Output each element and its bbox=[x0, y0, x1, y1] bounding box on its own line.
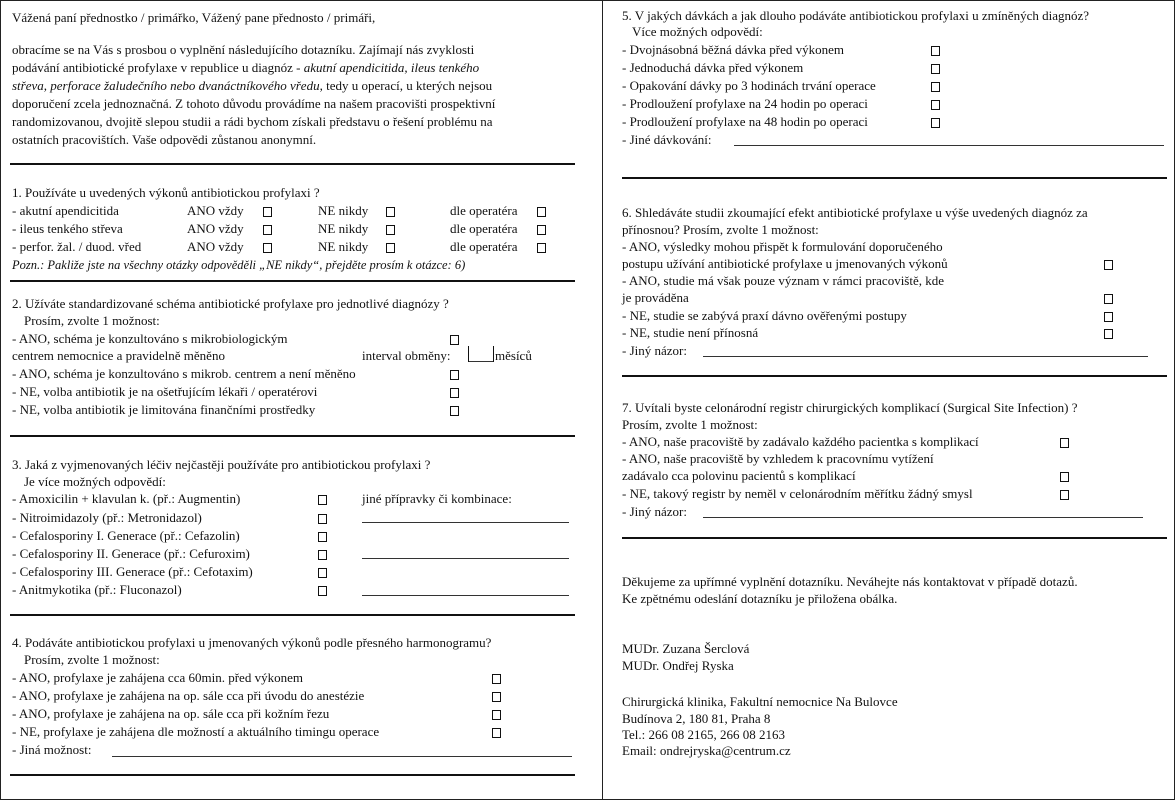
q5-option-checkbox[interactable] bbox=[931, 118, 940, 128]
q4-other-field[interactable] bbox=[112, 756, 572, 757]
q1-yes-label: ANO vždy bbox=[187, 203, 244, 218]
q6-option-label: - ANO, studie má však pouze význam v rámci pracoviště, kde bbox=[622, 273, 945, 288]
q6-option-label: postupu užívání antibiotické profylaxe u jmenovaných výkonů bbox=[622, 256, 948, 271]
q2-option-checkbox[interactable] bbox=[450, 370, 459, 380]
q1-surgeon-checkbox[interactable] bbox=[537, 207, 546, 217]
q3-other-field[interactable] bbox=[362, 522, 569, 523]
q2-title: 2. Užíváte standardizované schéma antibiotické profylaxe pro jednotlivé diagnózy ? bbox=[12, 296, 449, 311]
q5-hint: Více možných odpovědí: bbox=[632, 24, 763, 39]
section-divider bbox=[622, 177, 1167, 179]
q3-title: 3. Jaká z vyjmenovaných léčiv nejčastěji používáte pro antibiotickou profylaxi ? bbox=[12, 457, 431, 472]
intro-line: doporučení zcela jednoznačná. Z tohoto důvodu provádíme na našem pracovišti prospektivní bbox=[12, 96, 496, 111]
q1-row-label: - akutní apendicitida bbox=[12, 203, 119, 218]
q2-option-checkbox[interactable] bbox=[450, 406, 459, 416]
section-divider bbox=[10, 163, 575, 165]
section-divider bbox=[10, 280, 575, 282]
author-name: MUDr. Zuzana Šerclová bbox=[622, 641, 750, 656]
q1-row-label: - ileus tenkého střeva bbox=[12, 221, 123, 236]
q3-option-label: - Nitroimidazoly (př.: Metronidazol) bbox=[12, 510, 202, 525]
q2-hint: Prosím, zvolte 1 možnost: bbox=[24, 313, 160, 328]
q7-other-label: - Jiný názor: bbox=[622, 504, 687, 519]
author-name: MUDr. Ondřej Ryska bbox=[622, 658, 734, 673]
thanks-line: Ke zpětnému odeslání dotazníku je přiložena obálka. bbox=[622, 591, 898, 606]
q5-option-label: - Jednoduchá dávka před výkonem bbox=[622, 60, 804, 75]
intro-line: střeva, perforace žaludečního nebo dvanáctníkového vředu, tedy u operací, u kterých nejsou bbox=[12, 78, 493, 93]
q3-option-checkbox[interactable] bbox=[318, 586, 327, 596]
q4-option-label: - ANO, profylaxe je zahájena cca 60min. před výkonem bbox=[12, 670, 303, 685]
q5-other-label: - Jiné dávkování: bbox=[622, 132, 712, 147]
q2-option-label: centrem nemocnice a pravidelně měněno bbox=[12, 348, 225, 363]
q3-other-field[interactable] bbox=[362, 558, 569, 559]
q2-option-label: - ANO, schéma je konzultováno s mikrob. centrem a není měněno bbox=[12, 366, 356, 381]
q2-option-label: - NE, volba antibiotik je limitována finančními prostředky bbox=[12, 402, 316, 417]
q4-option-checkbox[interactable] bbox=[492, 728, 501, 738]
q3-option-label: - Anitmykotika (př.: Fluconazol) bbox=[12, 582, 182, 597]
q1-yes-label: ANO vždy bbox=[187, 221, 244, 236]
q7-option-label: - ANO, naše pracoviště by vzhledem k pracovnímu vytížení bbox=[622, 451, 934, 466]
q1-yes-label: ANO vždy bbox=[187, 239, 244, 254]
q6-title-cont: přínosnou? Prosím, zvolte 1 možnost: bbox=[622, 222, 819, 237]
q5-title: 5. V jakých dávkách a jak dlouho podáváte antibiotickou profylaxi u zmíněných diagnóz? bbox=[622, 8, 1090, 23]
q6-option-label: - NE, studie se zabývá praxí dávno ověřenými postupy bbox=[622, 308, 907, 323]
section-divider bbox=[10, 435, 575, 437]
q3-hint: Je více možných odpovědí: bbox=[24, 474, 166, 489]
q1-surgeon-checkbox[interactable] bbox=[537, 243, 546, 253]
q5-option-checkbox[interactable] bbox=[931, 82, 940, 92]
q3-option-label: - Cefalosporiny I. Generace (př.: Cefazolin) bbox=[12, 528, 240, 543]
q6-other-label: - Jiný názor: bbox=[622, 343, 687, 358]
q4-hint: Prosím, zvolte 1 možnost: bbox=[24, 652, 160, 667]
q2-option-label: - NE, volba antibiotik je na ošetřujícím lékaři / operatérovi bbox=[12, 384, 318, 399]
thanks-line: Děkujeme za upřímné vyplnění dotazníku. Neváhejte nás kontaktovat v případě dotazů. bbox=[622, 574, 1078, 589]
q2-option-checkbox[interactable] bbox=[450, 388, 459, 398]
q7-option-label: - ANO, naše pracoviště by zadávalo každého pacientka s komplikací bbox=[622, 434, 979, 449]
q3-option-checkbox[interactable] bbox=[318, 532, 327, 542]
section-divider bbox=[10, 774, 575, 776]
q5-option-label: - Dvojnásobná běžná dávka před výkonem bbox=[622, 42, 845, 57]
q3-option-checkbox[interactable] bbox=[318, 514, 327, 524]
q7-other-field[interactable] bbox=[703, 517, 1143, 518]
q7-option-checkbox[interactable] bbox=[1060, 438, 1069, 448]
q1-surgeon-checkbox[interactable] bbox=[537, 225, 546, 235]
q1-no-checkbox[interactable] bbox=[386, 207, 395, 217]
q1-surgeon-label: dle operatéra bbox=[450, 239, 518, 254]
q1-no-label: NE nikdy bbox=[318, 203, 369, 218]
q3-other-label: jiné přípravky či kombinace: bbox=[362, 491, 512, 506]
q1-no-label: NE nikdy bbox=[318, 221, 369, 236]
q3-option-label: - Amoxicilin + klavulan k. (př.: Augmentin) bbox=[12, 491, 241, 506]
q1-no-label: NE nikdy bbox=[318, 239, 369, 254]
q1-note: Pozn.: Pakliže jste na všechny otázky odpověděli „NE nikdy“, přejděte prosím k otázce: 6) bbox=[12, 258, 466, 272]
phone-line: Tel.: 266 08 2165, 266 08 2163 bbox=[622, 727, 786, 742]
q6-title: 6. Shledáváte studii zkoumající efekt antibiotické profylaxe u výše uvedených diagnóz za bbox=[622, 205, 1088, 220]
q3-option-checkbox[interactable] bbox=[318, 495, 327, 505]
q2-interval-field-right bbox=[493, 346, 494, 362]
q2-option-label: - ANO, schéma je konzultováno s mikrobiologickým bbox=[12, 331, 288, 346]
q6-option-checkbox[interactable] bbox=[1104, 294, 1113, 304]
q6-option-checkbox[interactable] bbox=[1104, 260, 1113, 270]
q2-interval-field[interactable] bbox=[469, 361, 493, 362]
q2-interval-unit: měsíců bbox=[495, 348, 532, 363]
q7-option-label: zadávalo cca polovinu pacientů s komplikací bbox=[622, 468, 856, 483]
q5-option-label: - Prodloužení profylaxe na 48 hodin po operaci bbox=[622, 114, 868, 129]
q4-option-checkbox[interactable] bbox=[492, 710, 501, 720]
q7-title: 7. Uvítali byste celonárodní registr chirurgických komplikací (Surgical Site Infection) ? bbox=[622, 400, 1078, 415]
intro-line: ostatních pracovištích. Vaše odpovědi zůstanou anonymní. bbox=[12, 132, 317, 147]
q5-option-label: - Opakování dávky po 3 hodinách trvání operace bbox=[622, 78, 876, 93]
q3-other-field[interactable] bbox=[362, 595, 569, 596]
q5-option-label: - Prodloužení profylaxe na 24 hodin po operaci bbox=[622, 96, 868, 111]
q4-option-label: - NE, profylaxe je zahájena dle možností a aktuálního timingu operace bbox=[12, 724, 380, 739]
q1-no-checkbox[interactable] bbox=[386, 243, 395, 253]
q6-option-label: - ANO, výsledky mohou přispět k formulování doporučeného bbox=[622, 239, 943, 254]
q1-yes-checkbox[interactable] bbox=[263, 243, 272, 253]
q1-surgeon-label: dle operatéra bbox=[450, 203, 518, 218]
q1-row-label: - perfor. žal. / duod. vřed bbox=[12, 239, 142, 254]
q7-option-checkbox[interactable] bbox=[1060, 472, 1069, 482]
q7-hint: Prosím, zvolte 1 možnost: bbox=[622, 417, 758, 432]
q5-other-field[interactable] bbox=[734, 145, 1164, 146]
q3-option-checkbox[interactable] bbox=[318, 550, 327, 560]
q1-yes-checkbox[interactable] bbox=[263, 207, 272, 217]
q5-option-checkbox[interactable] bbox=[931, 46, 940, 56]
column-divider bbox=[602, 0, 603, 800]
q6-option-label: - NE, studie není přínosná bbox=[622, 325, 759, 340]
q2-option-checkbox[interactable] bbox=[450, 335, 459, 345]
q1-no-checkbox[interactable] bbox=[386, 225, 395, 235]
q5-option-checkbox[interactable] bbox=[931, 100, 940, 110]
q4-other-label: - Jiná možnost: bbox=[12, 742, 92, 757]
q5-option-checkbox[interactable] bbox=[931, 64, 940, 74]
q4-option-label: - ANO, profylaxe je zahájena na op. sále cca při kožním řezu bbox=[12, 706, 330, 721]
section-divider bbox=[10, 614, 575, 616]
q3-option-checkbox[interactable] bbox=[318, 568, 327, 578]
q7-option-label: - NE, takový registr by neměl v celonárodním měřítku žádný smysl bbox=[622, 486, 973, 501]
q4-title: 4. Podáváte antibiotickou profylaxi u jmenovaných výkonů podle přesného harmonogramu? bbox=[12, 635, 492, 650]
q6-option-label: je prováděna bbox=[622, 290, 689, 305]
salutation: Vážená paní přednostko / primářko, Vážený pane přednosto / primáři, bbox=[12, 10, 376, 25]
intro-line: randomizovanou, dvojitě slepou studii a rádi bychom získali představu o řešení problému na bbox=[12, 114, 493, 129]
email-line: Email: ondrejryska@centrum.cz bbox=[622, 743, 791, 758]
q1-title: 1. Používáte u uvedených výkonů antibiotickou profylaxi ? bbox=[12, 185, 320, 200]
address-line: Budínova 2, 180 81, Praha 8 bbox=[622, 711, 771, 726]
q1-yes-checkbox[interactable] bbox=[263, 225, 272, 235]
q4-option-checkbox[interactable] bbox=[492, 692, 501, 702]
q1-surgeon-label: dle operatéra bbox=[450, 221, 518, 236]
q2-interval-field-left bbox=[468, 346, 469, 362]
q3-option-label: - Cefalosporiny II. Generace (př.: Cefuroxim) bbox=[12, 546, 250, 561]
q6-other-field[interactable] bbox=[703, 356, 1148, 357]
q4-option-checkbox[interactable] bbox=[492, 674, 501, 684]
intro-line: obracíme se na Vás s prosbou o vyplnění následujícího dotazníku. Zajímají nás zvyklosti bbox=[12, 42, 475, 57]
q3-option-label: - Cefalosporiny III. Generace (př.: Cefotaxim) bbox=[12, 564, 253, 579]
intro-line: podávání antibiotické profylaxe v republice u diagnóz - akutní apendicitida, ileus tenkého bbox=[12, 60, 480, 75]
q4-option-label: - ANO, profylaxe je zahájena na op. sále cca při úvodu do anestézie bbox=[12, 688, 365, 703]
q6-option-checkbox[interactable] bbox=[1104, 329, 1113, 339]
section-divider bbox=[622, 537, 1167, 539]
q7-option-checkbox[interactable] bbox=[1060, 490, 1069, 500]
q6-option-checkbox[interactable] bbox=[1104, 312, 1113, 322]
address-line: Chirurgická klinika, Fakultní nemocnice Na Bulovce bbox=[622, 694, 898, 709]
q2-interval-label: interval obměny: bbox=[362, 348, 451, 363]
section-divider bbox=[622, 375, 1167, 377]
